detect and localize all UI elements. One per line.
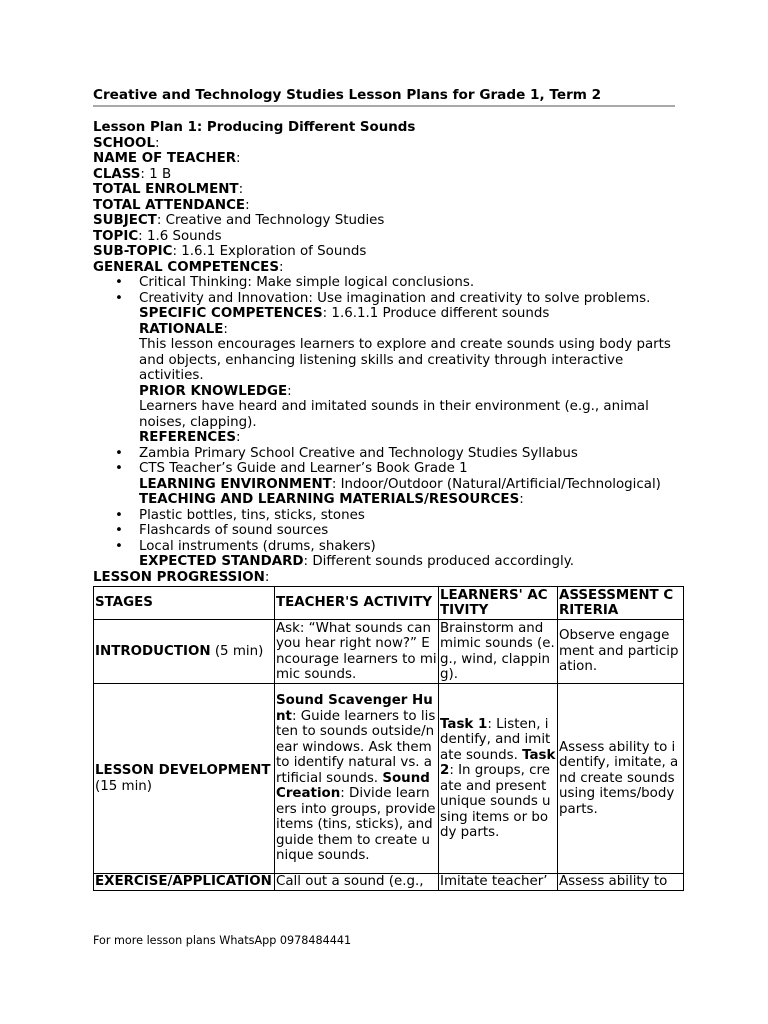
general-competences-list bbox=[93, 275, 683, 570]
lesson-progression-table bbox=[93, 586, 684, 891]
prior-knowledge-text: Learners have heard and imitated sounds in their environment (e.g., animal noises, clapping). bbox=[139, 399, 649, 430]
lesson-field: TOPIC: 1.6 Sounds bbox=[93, 228, 222, 244]
teacher-activity-cell: Call out a sound (e.g., bbox=[275, 874, 439, 891]
rationale-text: This lesson encourages learners to explore and create sounds using body parts and objects, enhancing listening skills and creativity through interactive activities. bbox=[139, 337, 671, 383]
column-header: STAGES bbox=[94, 587, 275, 620]
assessment-cell: Assess ability to bbox=[558, 874, 684, 891]
stage-cell: INTRODUCTION (5 min) bbox=[94, 620, 275, 684]
lesson-field: CLASS: 1 B bbox=[93, 166, 172, 182]
lesson-plan-title: Lesson Plan 1: Producing Different Sounds bbox=[93, 120, 416, 135]
table-row bbox=[94, 684, 684, 874]
specific-competences: SPECIFIC COMPETENCES: 1.6.1.1 Produce different sounds bbox=[139, 306, 550, 321]
lesson-field: TOTAL ENROLMENT: bbox=[93, 182, 244, 197]
learners-activity-cell: Imitate teacher’ bbox=[439, 874, 558, 891]
list-item: • Local instruments (drums, shakers) bbox=[139, 539, 683, 555]
table-row bbox=[94, 620, 684, 684]
stage-cell: LESSON DEVELOPMENT (15 min) bbox=[94, 684, 275, 874]
learners-activity-cell: Task 1: Listen, identify, and imitate sounds. Task 2: In groups, create and present unique sounds using items or body parts. bbox=[439, 684, 558, 874]
list-item: • Zambia Primary School Creative and Technology Studies Syllabus bbox=[139, 446, 683, 462]
lesson-field: TOTAL ATTENDANCE: bbox=[93, 197, 250, 213]
column-header: TEACHER'S ACTIVITY bbox=[275, 587, 439, 620]
column-header: LEARNERS' ACTIVITY bbox=[439, 587, 558, 620]
list-item: • CTS Teacher’s Guide and Learner’s Book Grade 1 bbox=[139, 461, 683, 477]
assessment-cell: Observe engagement and participation. bbox=[558, 620, 684, 684]
list-item: • Critical Thinking: Make simple logical conclusions. bbox=[139, 275, 683, 291]
materials-heading: TEACHING AND LEARNING MATERIALS/RESOURCES: bbox=[139, 492, 524, 507]
list-item: • Flashcards of sound sources bbox=[139, 523, 683, 539]
column-header: ASSESSMENT CRITERIA bbox=[558, 587, 684, 620]
lesson-field: SUB-TOPIC: 1.6.1 Exploration of Sounds bbox=[93, 244, 367, 259]
list-item: • Plastic bottles, tins, sticks, stones bbox=[139, 508, 683, 524]
expected-standard: EXPECTED STANDARD: Different sounds produced accordingly. bbox=[139, 554, 574, 569]
teacher-activity-cell: Ask: “What sounds can you hear right now?” Encourage learners to mimic sounds. bbox=[276, 620, 437, 682]
table-header-row bbox=[94, 587, 684, 620]
list-item: • Creativity and Innovation: Use imagination and creativity to solve problems. bbox=[139, 291, 683, 307]
prior-knowledge-heading: PRIOR KNOWLEDGE: bbox=[139, 383, 292, 399]
footer-contact: For more lesson plans WhatsApp 0978484441 bbox=[93, 934, 352, 947]
title-divider bbox=[93, 105, 675, 107]
lesson-progression-heading: LESSON PROGRESSION: bbox=[93, 569, 270, 585]
general-competences-heading: GENERAL COMPETENCES: bbox=[93, 259, 284, 275]
lesson-field: NAME OF TEACHER: bbox=[93, 151, 241, 166]
references-heading: REFERENCES: bbox=[139, 430, 241, 445]
document-title: Creative and Technology Studies Lesson Plans for Grade 1, Term 2 bbox=[93, 87, 602, 103]
teacher-activity-cell: Sound Scavenger Hunt: Guide learners to listen to sounds outside/near windows. Ask them to identify natural vs. artificial sounds. Sound Creation: Divide learners into groups, provide items (tins, sticks), and guide them to create unique sounds. bbox=[275, 684, 439, 874]
learners-activity-cell: Brainstorm and mimic sounds (e.g., wind, clapping). bbox=[439, 620, 558, 684]
lesson-fields bbox=[93, 136, 683, 260]
table-row bbox=[94, 874, 684, 891]
assessment-cell: Assess ability to identify, imitate, and create sounds using items/body parts. bbox=[558, 684, 684, 874]
lesson-field: SUBJECT: Creative and Technology Studies bbox=[93, 213, 385, 228]
lesson-field: SCHOOL: bbox=[93, 135, 160, 151]
rationale-heading: RATIONALE: bbox=[139, 321, 228, 337]
learning-environment: LEARNING ENVIRONMENT: Indoor/Outdoor (Natural/Artificial/Technological) bbox=[139, 476, 661, 492]
stage-cell: EXERCISE/APPLICATION bbox=[94, 874, 275, 891]
document-page bbox=[93, 86, 683, 891]
